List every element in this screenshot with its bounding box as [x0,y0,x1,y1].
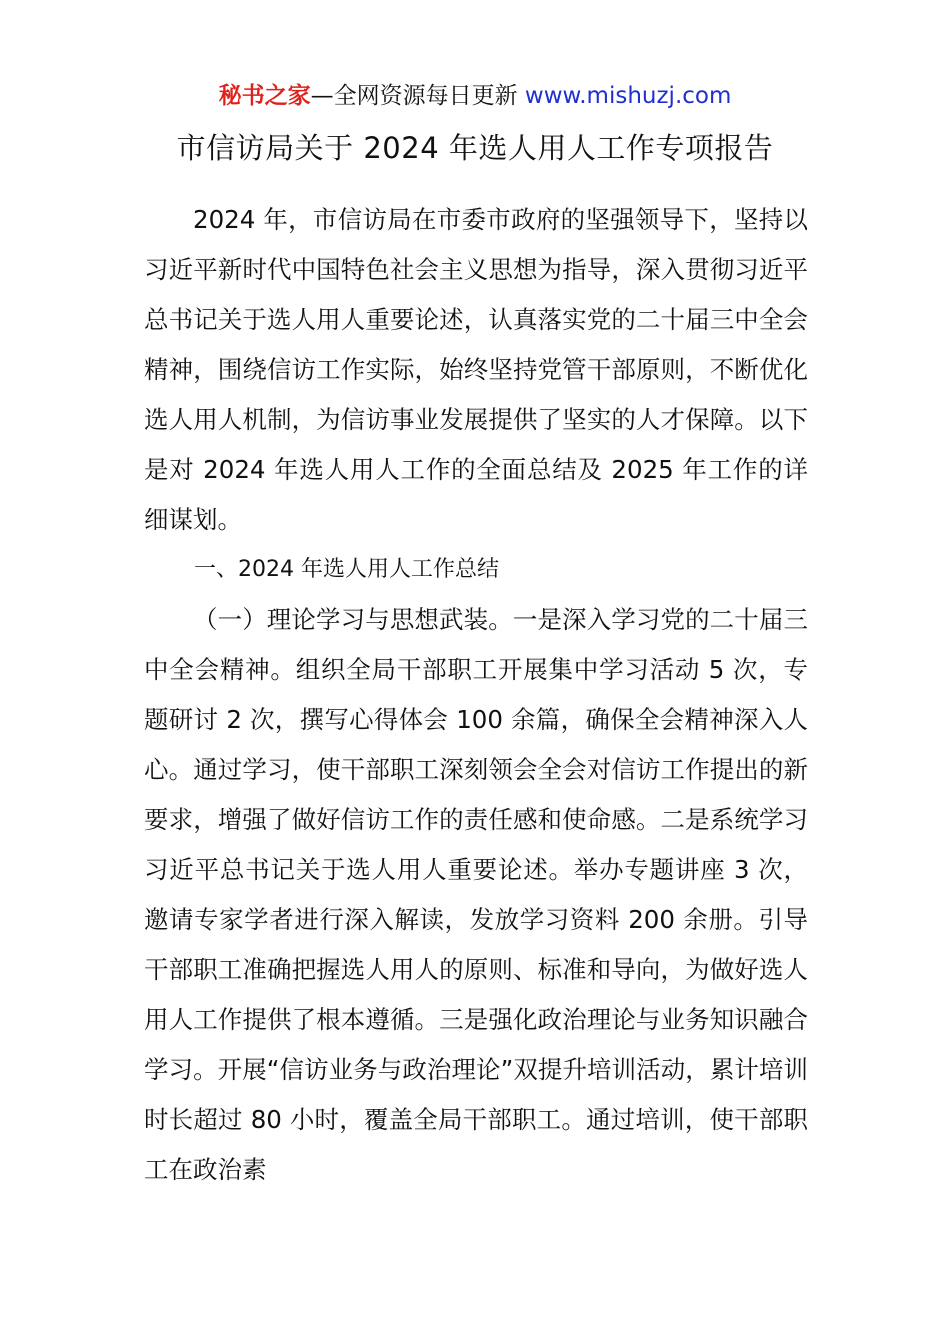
intro-paragraph: 2024 年，市信访局在市委市政府的坚强领导下，坚持以习近平新时代中国特色社会主义思想为指导，深入贯彻习近平总书记关于选人用人重要论述，认真落实党的二十届三中全会精神，围绕信访工作实际，始终坚持党管干部原则，不断优化选人用人机制，为信访事业发展提供了坚实的人才保障。以下是对 2024 年选人用人工作的全面总结及 2025 年工作的详细谋划。 [144,205,808,534]
section-heading: 一、2024 年选人用人工作总结 [194,557,499,582]
document-title: 市信访局关于 2024 年选人用人工作专项报告 [176,131,774,165]
document-body [144,195,808,1195]
site-url-link[interactable]: www.mishuzj.com [524,83,732,109]
site-header [0,80,950,112]
header-tagline: —全网资源每日更新 [310,83,525,109]
body-paragraph: （一）理论学习与思想武装。一是深入学习党的二十届三中全会精神。组织全局干部职工开展集中学习活动 5 次，专题研讨 2 次，撰写心得体会 100 余篇，确保全会精神深入人心。通过学习，使干部职工深刻领会全会对信访工作提出的新要求，增强了做好信访工作的责任感和使命感。二是系统学习习近平总书记关于选人用人重要论述。举办专题讲座 3 次，邀请专家学者进行深入解读，发放学习资料 200 余册。引导干部职工准确把握选人用人的原则、标准和导向，为做好选人用人工作提供了根本遵循。三是强化政治理论与业务知识融合学习。开展“信访业务与政治理论”双提升培训活动，累计培训时长超过 80 小时，覆盖全局干部职工。通过培训，使干部职工在政治素 [144,605,808,1184]
brand-name: 秘书之家 [218,83,311,109]
